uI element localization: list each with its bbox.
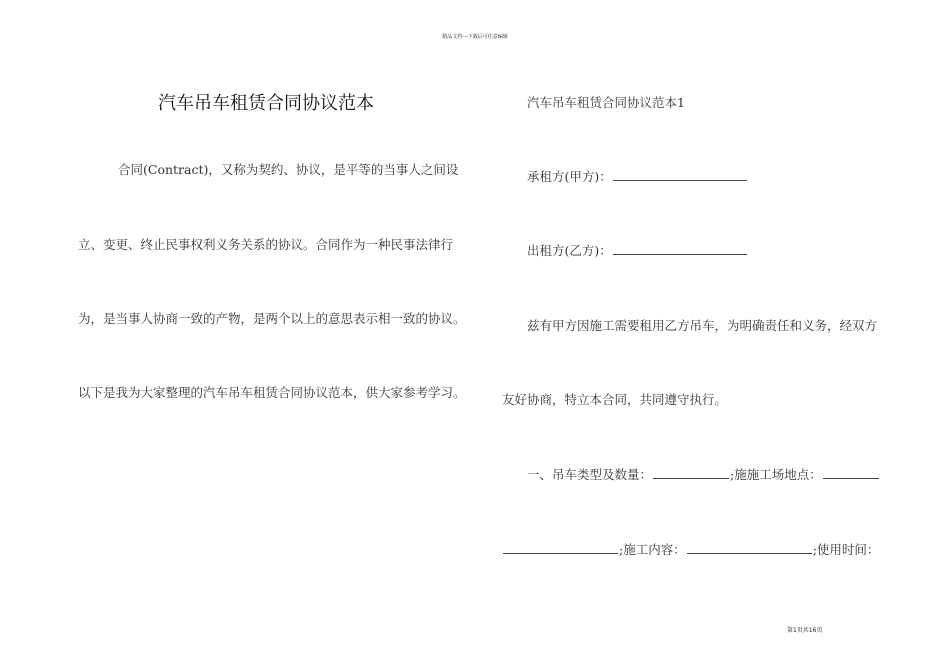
lessor-label: 出租方(乙方)：	[527, 243, 612, 258]
work-content-blank	[687, 543, 812, 554]
site-continued-blank	[503, 543, 618, 554]
lessee-line	[527, 167, 748, 185]
left-paragraph-line-3: 为，是当事人协商一致的产物，是两个以上的意思表示相一致的协议。	[78, 311, 466, 326]
clause-1-continuation-line	[502, 540, 879, 558]
left-paragraph-line-1: 合同(Contract)，又称为契约、协议，是平等的当事人之间设	[118, 162, 459, 177]
crane-type-blank	[653, 468, 729, 479]
lessee-label: 承租方(甲方)：	[527, 169, 612, 184]
intro-line-2: 友好协商，特立本合同，共同遵守执行。	[502, 392, 728, 407]
crane-type-label: 一、吊车类型及数量：	[527, 467, 653, 482]
lessee-blank	[613, 170, 747, 181]
document-title: 汽车吊车租赁合同协议范本	[158, 93, 374, 114]
page-number: 第1页共16页	[787, 627, 823, 634]
site-label: ;施施工场地点：	[730, 467, 822, 482]
site-blank	[823, 468, 879, 479]
usage-time-label: ;使用时间：	[812, 542, 880, 557]
page-header: 精品文档---下载后可任意编辑	[442, 34, 508, 40]
left-paragraph-line-2: 立、变更、终止民事权利义务关系的协议。合同作为一种民事法律行	[78, 237, 454, 252]
clause-1-line	[527, 465, 880, 483]
lessor-blank	[613, 244, 747, 255]
work-content-label: ;施工内容：	[619, 542, 686, 557]
intro-line-1: 兹有甲方因施工需要租用乙方吊车，为明确责任和义务，经双方	[527, 318, 878, 333]
left-paragraph-line-4: 以下是我为大家整理的汽车吊车租赁合同协议范本，供大家参考学习。	[78, 385, 466, 400]
contract-subtitle: 汽车吊车租赁合同协议范本1	[527, 95, 685, 110]
lessor-line	[527, 241, 748, 259]
